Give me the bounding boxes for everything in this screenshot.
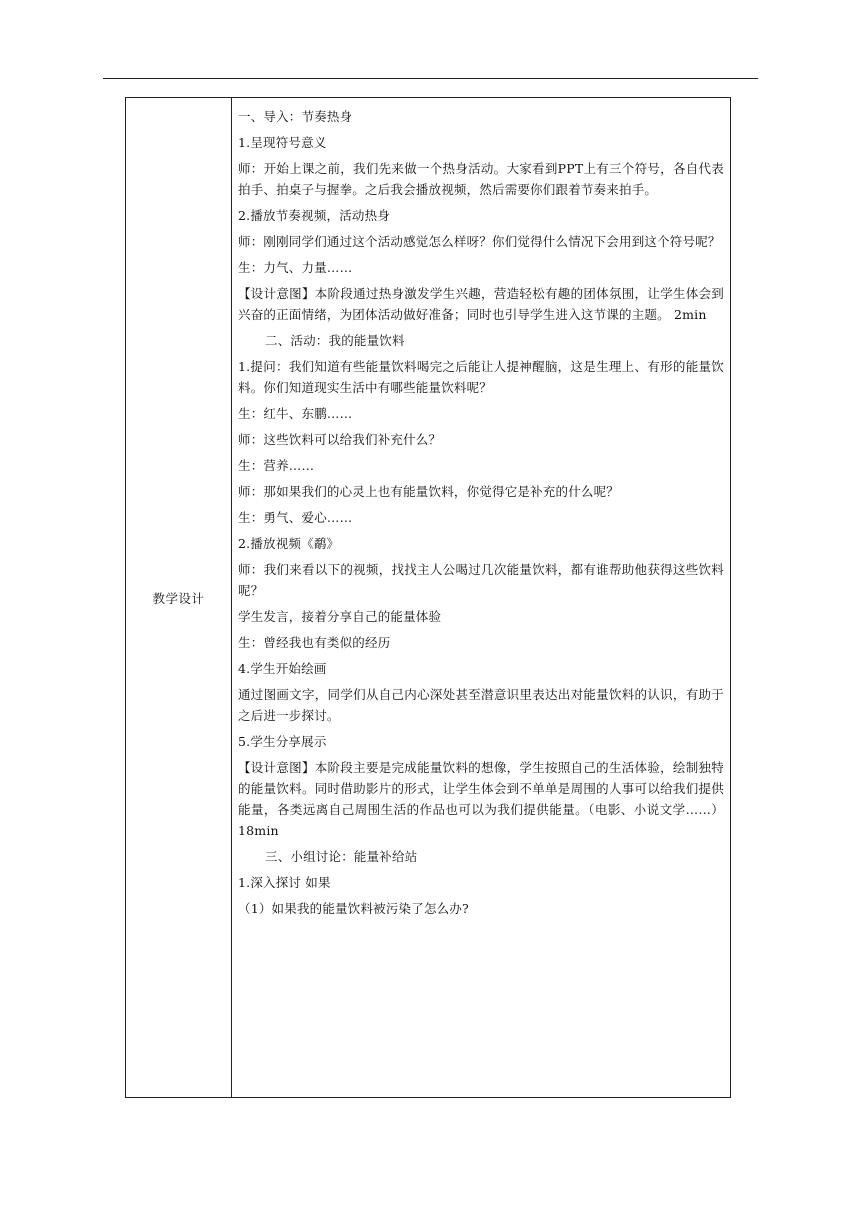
content-paragraph: 师：刚刚同学们通过这个活动感觉怎么样呀？你们觉得什么情况下会用到这个符号呢？: [238, 234, 721, 249]
content-paragraph: 1.深入探讨 如果: [238, 875, 331, 890]
content-paragraph: 三、小组讨论：能量补给站: [265, 849, 418, 864]
content-paragraph: 通过图画文字，同学们从自己内心深处甚至潜意识里表达出对能量饮料的认识，有助于之后进一步探讨。: [238, 687, 724, 723]
content-paragraph: 师：这些饮料可以给我们补充什么？: [238, 432, 442, 447]
content-paragraph: 生：红牛、东鹏……: [238, 406, 353, 421]
content-paragraph: 生：曾经我也有类似的经历: [238, 635, 391, 650]
content-paragraph: 生：力气、力量……: [238, 260, 353, 275]
content-paragraph: 师：那如果我们的心灵上也有能量饮料，你觉得它是补充的什么呢？: [238, 484, 620, 499]
content-paragraph: 4.学生开始绘画: [238, 661, 327, 676]
section-label: 教学设计: [152, 590, 205, 606]
content-paragraph: 二、活动：我的能量饮料: [265, 333, 405, 348]
content-paragraph: 2.播放视频《鹬》: [238, 536, 340, 551]
content-paragraph: 师：我们来看以下的视频，找找主人公喝过几次能量饮料，都有谁帮助他获得这些饮料呢？: [238, 562, 724, 598]
header-rule: [103, 78, 758, 79]
content-paragraph: 生：勇气、爱心……: [238, 510, 353, 525]
content-paragraph: 1.提问：我们知道有些能量饮料喝完之后能让人提神醒脑，这是生理上、有形的能量饮料。你们知道现实生活中有哪些能量饮料呢？: [238, 359, 724, 395]
content-paragraph: 【设计意图】本阶段通过热身激发学生兴趣，营造轻松有趣的团体氛围，让学生体会到兴奋的正面情绪，为团体活动做好准备；同时也引导学生进入这节课的主题。 2min: [238, 286, 724, 322]
label-cell: [126, 98, 232, 1097]
content-paragraph: 1.呈现符号意义: [238, 135, 327, 150]
content-paragraph: 2.播放节奏视频，活动热身: [238, 208, 391, 223]
content-paragraph: 师：开始上课之前，我们先来做一个热身活动。大家看到PPT上有三个符号，各自代表拍手、拍桌子与握拳。之后我会播放视频，然后需要你们跟着节奏来拍手。: [238, 161, 724, 197]
content-paragraph: 5.学生分享展示: [238, 734, 327, 749]
content-paragraph: 学生发言，接着分享自己的能量体验: [238, 609, 442, 624]
content-paragraph: 【设计意图】本阶段主要是完成能量饮料的想像，学生按照自己的生活体验，绘制独特的能量饮料。同时借助影片的形式，让学生体会到不单单是周围的人事可以给我们提供能量，各类远离自己周围生活的作品也可以为我们提供能量。（电影、小说文学……）18min: [238, 760, 724, 838]
content-paragraph: （1）如果我的能量饮料被污染了怎么办?: [238, 901, 469, 916]
content-paragraph: 生：营养……: [238, 458, 315, 473]
lesson-table: [125, 97, 731, 1098]
content-paragraph: 一、导入：节奏热身: [238, 109, 353, 124]
content-cell: [232, 98, 730, 1097]
